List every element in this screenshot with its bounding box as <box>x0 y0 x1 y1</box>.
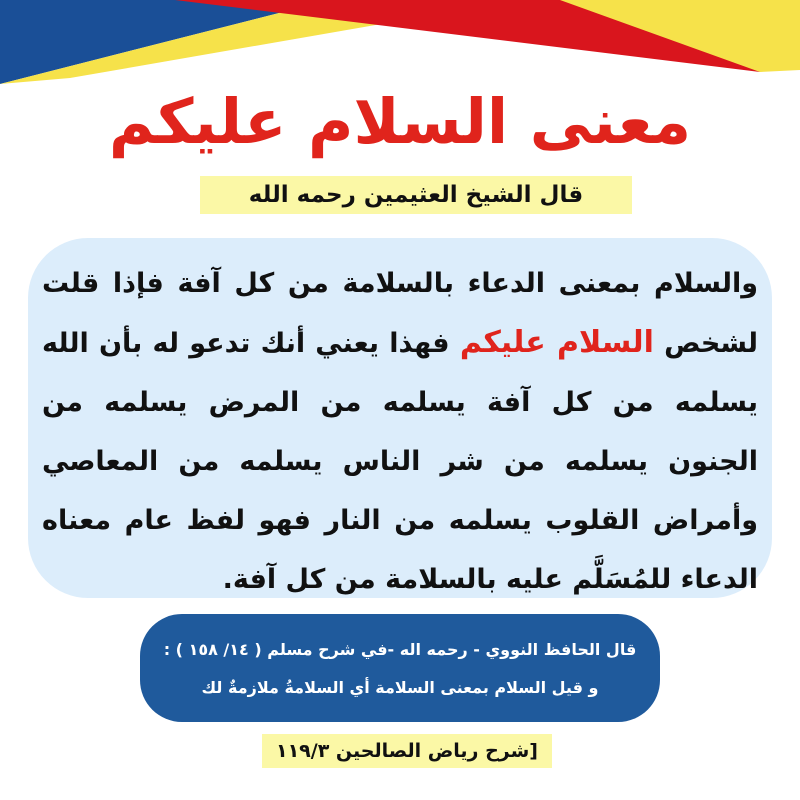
main-text-part2: فهذا يعني أنك تدعو له بأن الله يسلمه من كل آفة يسلمه من المرض يسلمه من الجنون يسلمه من شر الناس يسلمه من المعاصي وأمراض القلوب يسلمه من النار فهو لفظ عام معناه الدعاء للمُسَلَّم عليه بالسلامة من كل آفة. <box>42 328 758 595</box>
main-text <box>42 254 758 609</box>
main-text-part1: والسلام بمعنى الدعاء بالسلامة من كل آفة فإذا قلت لشخص <box>42 268 759 359</box>
quote-line-1: قال الحافظ النووي - رحمه اله -في شرح مسلم ( ١٤/ ١٥٨ ) : <box>163 640 637 659</box>
subtitle-attribution: قال الشيخ العثيمين رحمه الله <box>200 176 632 214</box>
page-title: معنى السلام عليكم <box>108 85 692 158</box>
quote-line-2: و قيل السلام بمعنى السلامة أي السلامةُ ملازمةٌ لك <box>201 678 599 697</box>
main-text-highlight: السلام عليكم <box>459 325 654 360</box>
quote-box <box>140 614 660 722</box>
source-reference: [شرح رياض الصالحين ١١٩/٣ <box>262 734 552 768</box>
